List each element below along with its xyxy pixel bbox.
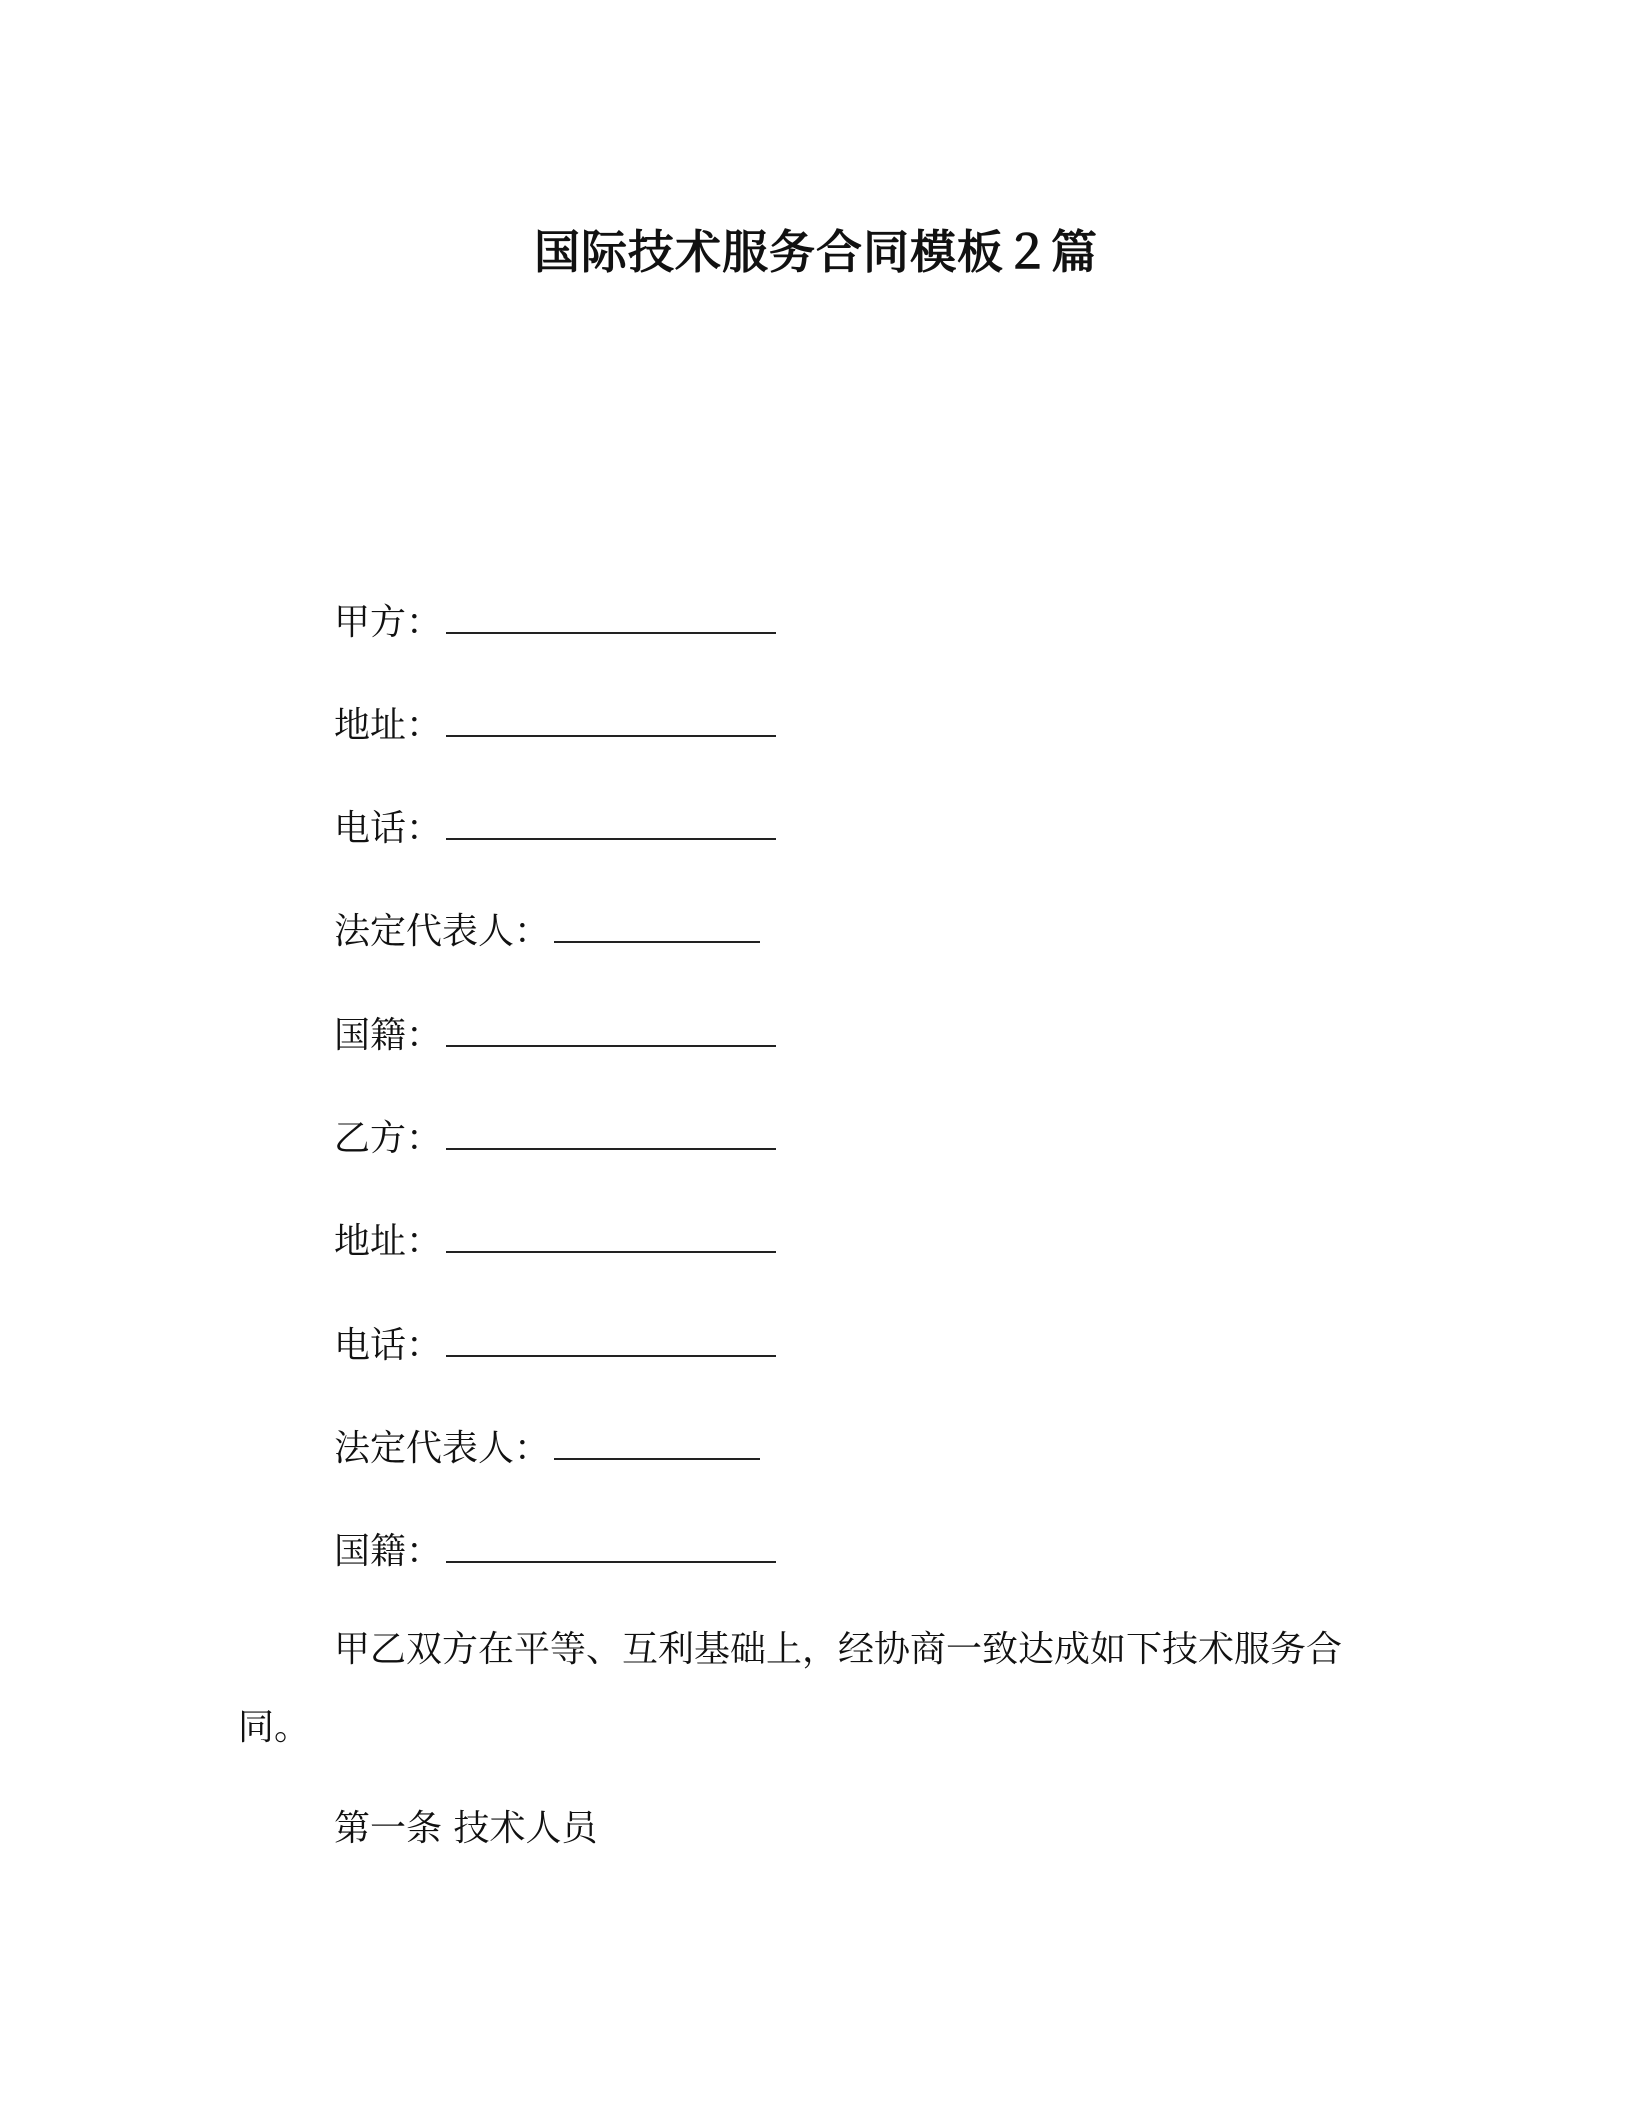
party-b-address-field	[334, 1211, 776, 1266]
party-b-address-blank	[446, 1211, 776, 1253]
document-title: 国际技术服务合同模板２篇	[534, 225, 1098, 279]
party-a-rep-field	[334, 901, 760, 956]
party-b-rep-blank	[554, 1418, 760, 1460]
party-a-rep-label: 法定代表人：	[334, 911, 551, 952]
party-b-nationality-label: 国籍：	[334, 1531, 443, 1572]
party-b-nationality-blank	[446, 1521, 776, 1563]
party-b-phone-blank	[446, 1315, 776, 1357]
party-a-phone-field	[334, 798, 776, 853]
party-a-name-field	[334, 592, 776, 647]
party-a-phone-blank	[446, 798, 776, 840]
party-a-nationality-field	[334, 1005, 776, 1060]
party-a-name-blank	[446, 592, 776, 634]
party-b-address-label: 地址：	[334, 1221, 443, 1262]
party-a-nationality-label: 国籍：	[334, 1015, 443, 1056]
party-b-name-label: 乙方：	[334, 1118, 443, 1159]
party-b-nationality-field	[334, 1521, 776, 1576]
party-b-rep-field	[334, 1418, 760, 1473]
preamble-paragraph: 甲乙双方在平等、互利基础上，经协商一致达成如下技术服务合同。	[238, 1629, 1343, 1748]
article-1-heading: 第一条 技术人员	[334, 1808, 598, 1849]
party-b-phone-field	[334, 1315, 776, 1370]
party-b-rep-label: 法定代表人：	[334, 1428, 551, 1469]
party-a-nationality-blank	[446, 1005, 776, 1047]
party-a-phone-label: 电话：	[334, 808, 443, 849]
party-a-address-label: 地址：	[334, 705, 443, 746]
party-a-name-label: 甲方：	[334, 602, 443, 643]
party-b-name-blank	[446, 1108, 776, 1150]
party-b-phone-label: 电话：	[334, 1325, 443, 1366]
party-a-address-blank	[446, 695, 776, 737]
party-a-address-field	[334, 695, 776, 750]
party-b-name-field	[334, 1108, 776, 1163]
party-a-rep-blank	[554, 901, 760, 943]
